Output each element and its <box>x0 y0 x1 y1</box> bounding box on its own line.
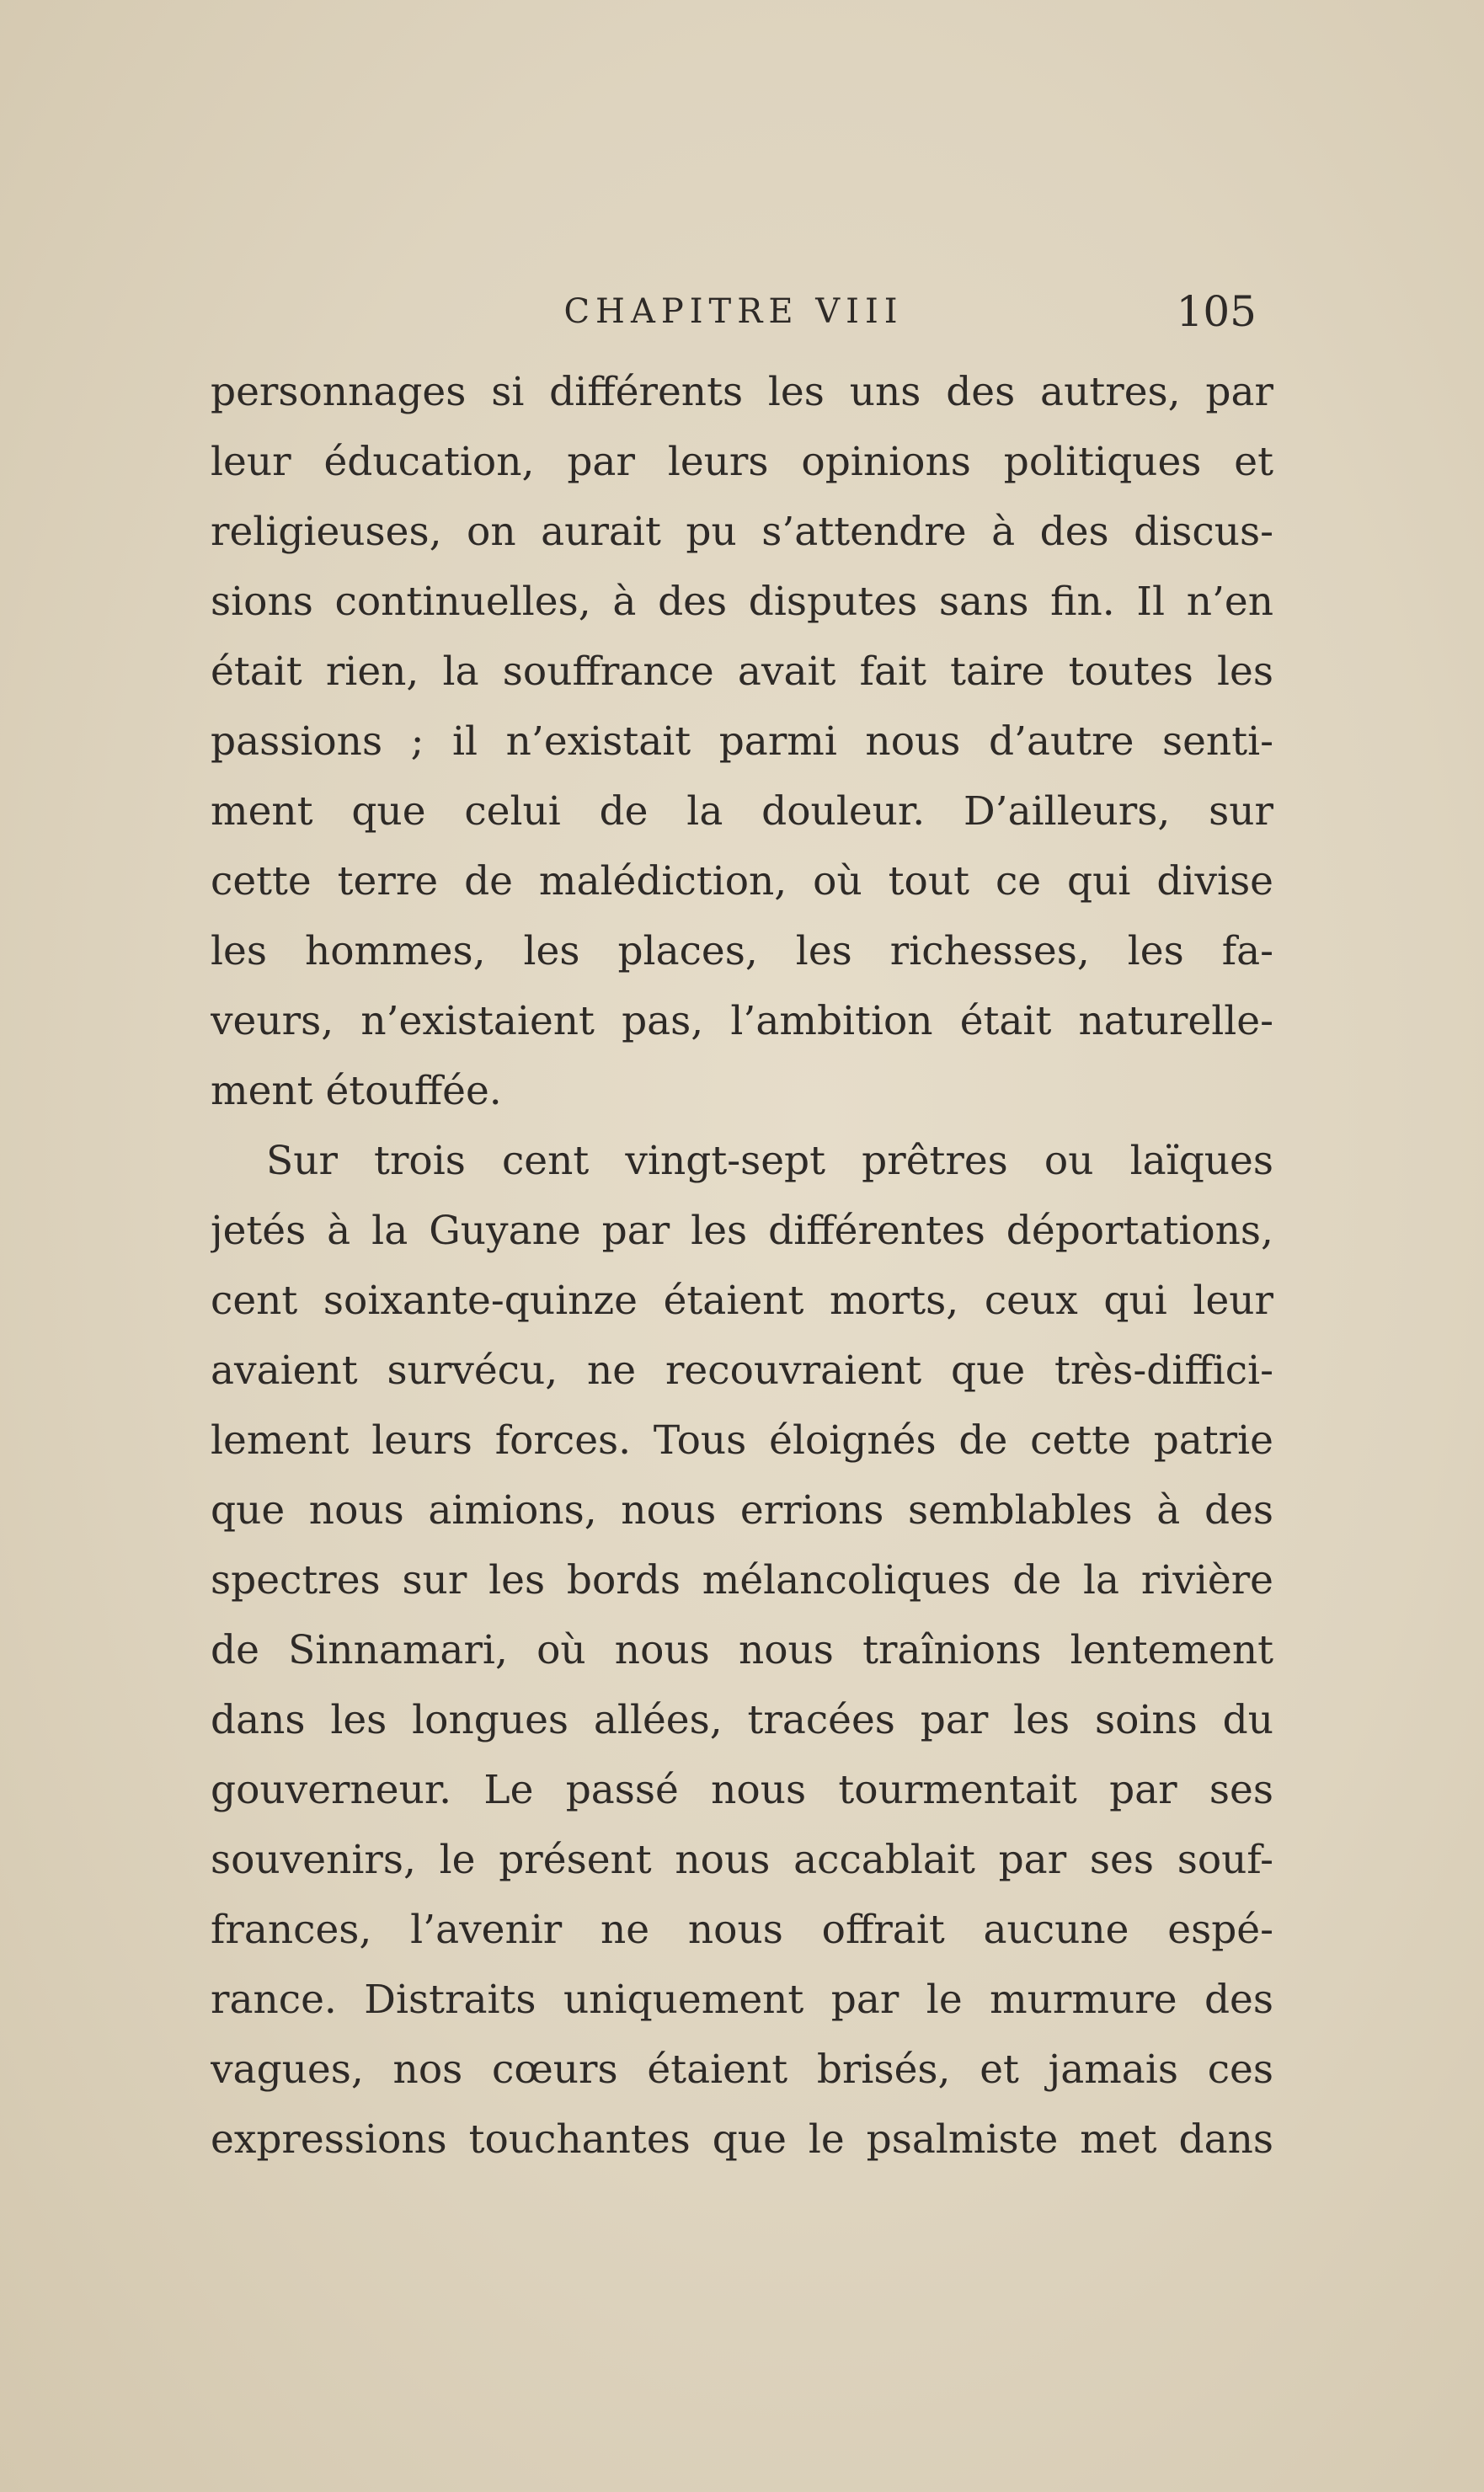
text-line: était rien, la souffrance avait fait taire toutes les <box>211 648 1273 695</box>
text-line: lement leurs forces. Tous éloignés de cette patrie <box>211 1417 1273 1464</box>
text-line: de Sinnamari, où nous nous traînions lentement <box>211 1627 1273 1673</box>
page-number: 105 <box>1176 287 1257 336</box>
text-line: spectres sur les bords mélancoliques de la rivière <box>211 1557 1273 1604</box>
text-line: vagues, nos cœurs étaient brisés, et jamais ces <box>211 2046 1273 2093</box>
text-line: personnages si différents les uns des autres, par <box>211 369 1273 415</box>
body-text <box>211 357 1273 2174</box>
text-line: avaient survécu, ne recouvraient que très-diffici- <box>211 1347 1273 1394</box>
paragraph-1 <box>211 357 1273 1126</box>
running-head <box>211 278 1257 345</box>
text-line: jetés à la Guyane par les différentes déportations, <box>211 1208 1273 1254</box>
text-line: ment étouffée. <box>211 1068 502 1114</box>
text-line: dans les longues allées, tracées par les soins du <box>211 1697 1273 1743</box>
text-line: veurs, n’existaient pas, l’ambition était naturelle- <box>211 998 1273 1044</box>
text-line: religieuses, on aurait pu s’attendre à des discus- <box>211 509 1273 555</box>
text-line: rance. Distraits uniquement par le murmure des <box>211 1977 1273 2023</box>
text-line: cette terre de malédiction, où tout ce qui divise <box>211 858 1273 904</box>
text-line: souvenirs, le présent nous accablait par ses souf- <box>211 1837 1273 1883</box>
text-line: cent soixante-quinze étaient morts, ceux qui leur <box>211 1278 1273 1324</box>
text-line: que nous aimions, nous errions semblables à des <box>211 1487 1273 1534</box>
text-line: passions ; il n’existait parmi nous d’autre senti- <box>211 718 1273 765</box>
paragraph-2 <box>211 1126 1273 2174</box>
text-line: Sur trois cent vingt-sept prêtres ou laïques <box>266 1138 1273 1184</box>
text-line: leur éducation, par leurs opinions politiques et <box>211 439 1273 485</box>
chapter-title: CHAPITRE VIII <box>563 292 904 331</box>
text-line: les hommes, les places, les richesses, les fa- <box>211 928 1273 974</box>
text-line: sions continuelles, à des disputes sans fin. Il n’en <box>211 579 1273 625</box>
text-line: frances, l’avenir ne nous offrait aucune espé- <box>211 1907 1273 1953</box>
text-line: ment que celui de la douleur. D’ailleurs, sur <box>211 788 1273 835</box>
text-line: expressions touchantes que le psalmiste met dans <box>211 2116 1273 2163</box>
text-line: gouverneur. Le passé nous tourmentait par ses <box>211 1767 1273 1813</box>
